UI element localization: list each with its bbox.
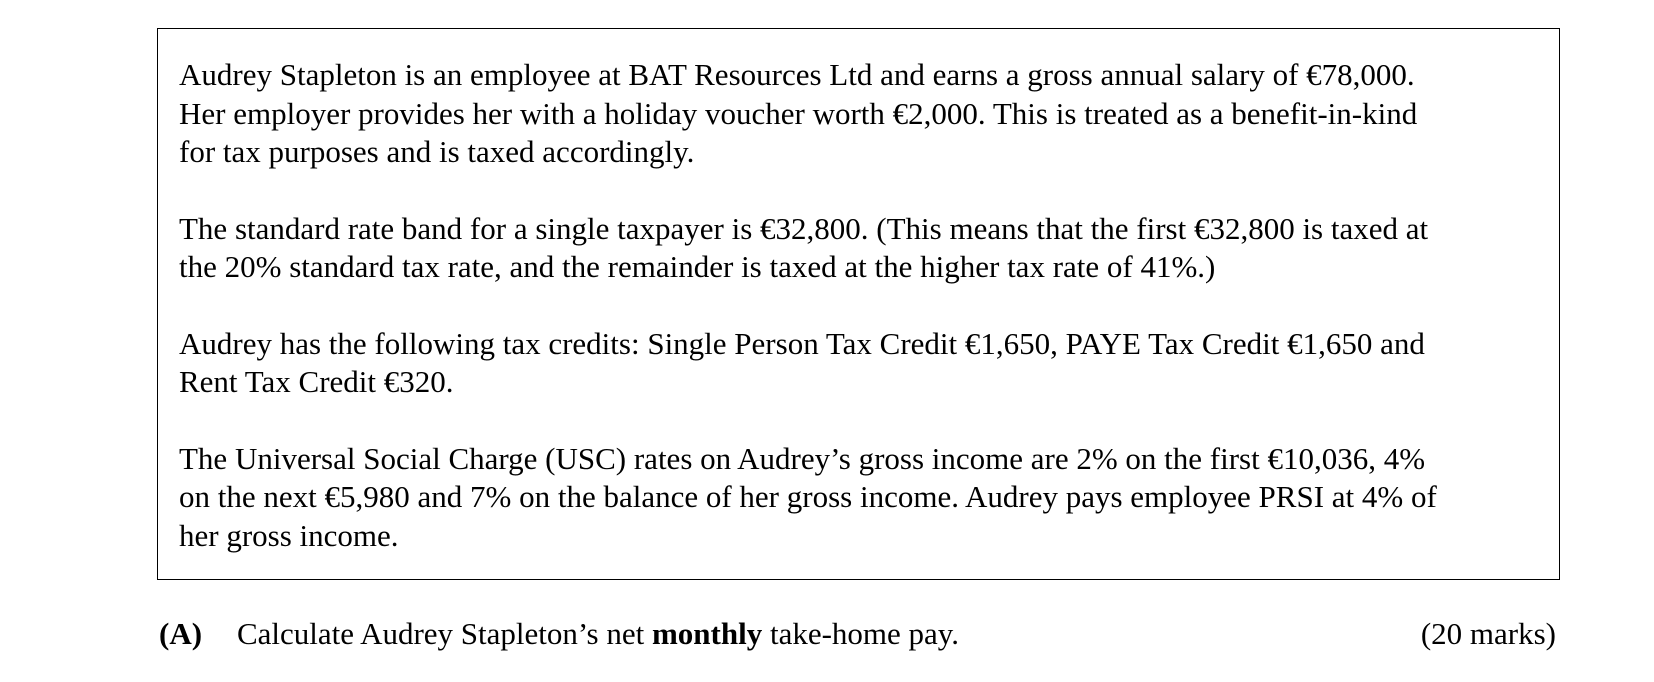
scenario-paragraph-rate-band: The standard rate band for a single taxpayer is €32,800. (This means that the first €32,800 is taxed at the 20% standard tax rate, and the remainder is taxed at the higher tax rate of 41%.): [179, 210, 1429, 284]
question-text-start: Calculate Audrey Stapleton’s net: [237, 616, 652, 651]
question-text-end: take-home pay.: [762, 616, 960, 651]
scenario-paragraph-tax-credits: Audrey has the following tax credits: Single Person Tax Credit €1,650, PAYE Tax Credit €1,650 and Rent Tax Credit €320.: [179, 325, 1425, 399]
scenario-box: [157, 28, 1560, 580]
question-text: [237, 612, 959, 656]
scenario-paragraph-usc-prsi: The Universal Social Charge (USC) rates on Audrey’s gross income are 2% on the first €10,036, 4% on the next €5,980 and 7% on the balance of her gross income. Audrey pays employee PRSI at 4% of her gross income.: [179, 440, 1437, 553]
question-marks: (20 marks): [1420, 616, 1556, 651]
question-label: (A): [159, 616, 203, 651]
question-a: [157, 612, 1556, 656]
scenario-paragraph-salary: Audrey Stapleton is an employee at BAT Resources Ltd and earns a gross annual salary of €78,000. Her employer provides her with a holiday voucher worth €2,000. This is treated as a benefit-in-kind for tax purposes and is taxed accordingly.: [179, 57, 1418, 169]
question-text-emphasis: monthly: [651, 616, 763, 651]
